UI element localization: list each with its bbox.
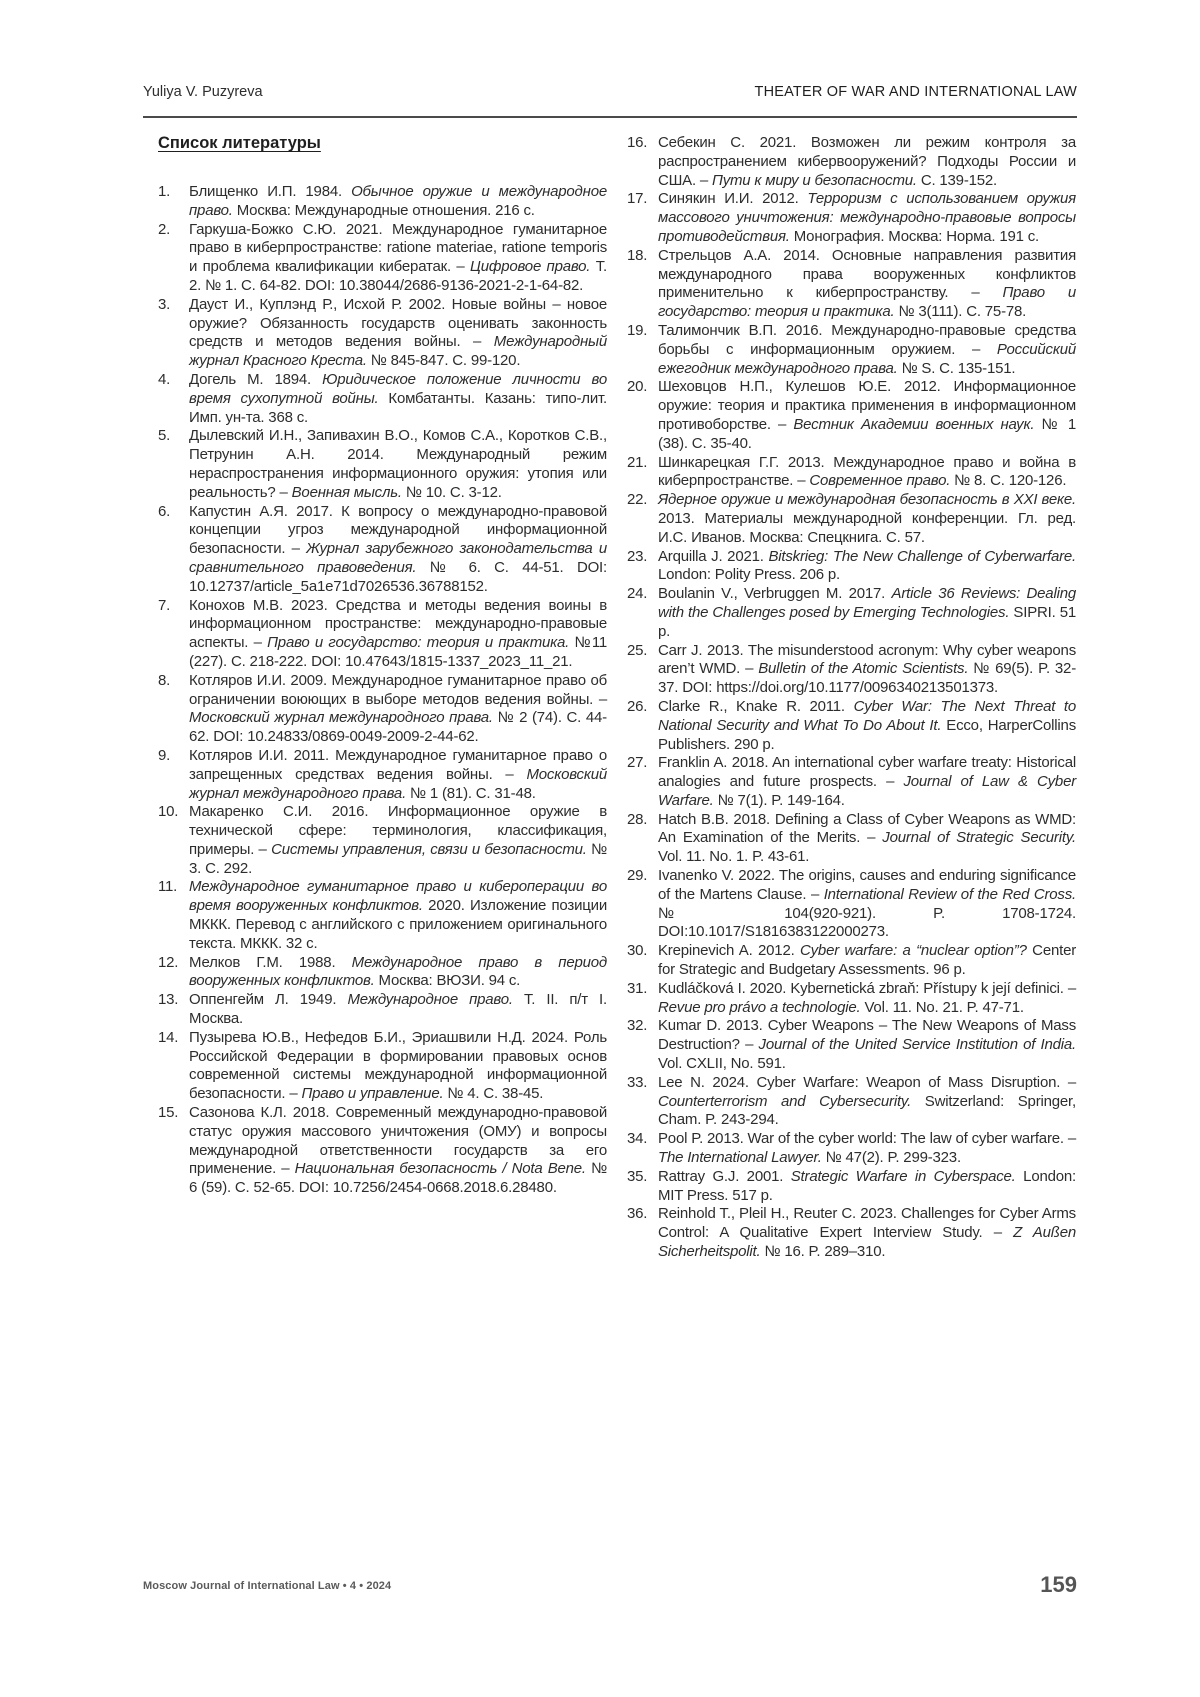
reference-text — [658, 190, 1076, 245]
reference-number: 6. — [158, 502, 171, 520]
reference-number: 17. — [627, 190, 648, 208]
reference-title-italic: Право и управление. — [301, 1085, 444, 1103]
reference-item — [627, 491, 1076, 547]
reference-item — [627, 867, 1076, 942]
reference-number: 20. — [627, 378, 648, 396]
reference-item — [627, 378, 1076, 453]
reference-text-part: Догель М. 1894. — [189, 370, 323, 388]
reference-number: 8. — [158, 671, 171, 689]
reference-text-part: Franklin A. 2018. An international cyber warfare treaty: Historical analogies and future prospects. – — [658, 754, 1076, 791]
reference-number: 3. — [158, 295, 171, 313]
page-number: 159 — [1040, 1572, 1077, 1597]
section-title: Список литературы — [158, 134, 321, 152]
reference-text-part: Switzerland: Springer, Cham. P. 243-294. — [658, 1092, 1076, 1129]
reference-text-part: Pool P. 2013. War of the cyber world: The law of cyber warfare. – — [658, 1130, 1076, 1148]
reference-item — [158, 221, 607, 296]
reference-number: 19. — [627, 321, 648, 339]
reference-title-italic: Обычное оружие и международное право. — [189, 183, 607, 219]
reference-title-italic: Право и государство: теория и практика. — [267, 634, 570, 652]
reference-text-part: № S. С. 135-151. — [897, 359, 1016, 377]
reference-text — [189, 672, 607, 745]
reference-number: 29. — [627, 867, 648, 885]
reference-number: 5. — [158, 427, 171, 445]
reference-text-part: Котляров И.И. 2009. Международное гуманитарное право об ограничении воюющих в выборе методов ведения войны. – — [189, 671, 607, 708]
reference-text — [658, 1130, 1076, 1166]
reference-number: 2. — [158, 220, 171, 238]
reference-text-part: № 1 (81). С. 31-48. — [406, 784, 536, 802]
reference-number: 4. — [158, 370, 171, 388]
reference-item — [158, 503, 607, 597]
reference-text-part: Vol. 11. No. 1. P. 43-61. — [658, 848, 810, 866]
reference-text-part: Kudláčková I. 2020. Kybernetická zbraň: Přístupy k její definici. – — [658, 979, 1076, 997]
reference-number: 12. — [158, 953, 179, 971]
reference-text-part: №11 (227). С. 218-222. DOI: 10.47643/1815-1337_2023_11_21. — [189, 634, 607, 670]
reference-text — [189, 427, 607, 500]
reference-text-part: Vol. 11. No. 21. P. 47-71. — [860, 998, 1024, 1016]
reference-text-part: Clarke R., Knake R. 2011. — [658, 697, 854, 715]
reference-title-italic: Военная мысль. — [291, 483, 402, 501]
reference-number: 16. — [627, 134, 648, 151]
reference-title-italic: Bulletin of the Atomic Scientists. — [758, 660, 969, 678]
reference-number: 11. — [158, 878, 178, 896]
reference-text-part: Center for Strategic and Budgetary Assessments. 96 p. — [658, 942, 1077, 979]
footer-journal-line: Moscow Journal of International Law • 4 • 2024 — [143, 1580, 392, 1592]
reference-title-italic: Article 36 Reviews: Dealing with the Challenges posed by Emerging Technologies. — [658, 585, 1076, 621]
reference-title-italic: Право и государство: теория и практика. — [658, 284, 1076, 321]
reference-title-italic: Международное гуманитарное право и кибероперации во время вооруженных конфликтов. — [189, 878, 607, 915]
reference-text-part: Москва: Международные отношения. 216 с. — [232, 201, 535, 219]
reference-text — [658, 811, 1076, 866]
reference-item — [158, 878, 607, 953]
reference-text — [189, 183, 607, 219]
reference-text — [189, 503, 607, 595]
reference-number: 30. — [627, 942, 648, 960]
reference-title-italic: Журнал зарубежного законодательства и сравнительного правоведения. — [189, 540, 607, 576]
reference-text-part: Конохов М.В. 2023. Средства и методы ведения воины в информационном пространстве: международно-правовые аспекты. – — [189, 596, 607, 652]
reference-text-part: № 16. P. 289–310. — [760, 1243, 886, 1261]
reference-title-italic: Revue pro právo a technologie. — [658, 998, 861, 1016]
reference-text-part: С. 139-152. — [916, 171, 998, 189]
reference-title-italic: Пути к миру и безопасности. — [712, 171, 917, 189]
reference-text-part: Талимончик В.П. 2016. Международно-правовые средства борьбы с информационным оружием. – — [658, 321, 1076, 358]
reference-text — [658, 247, 1076, 320]
reference-title-italic: Cyber War: The Next Threat to National Security and What To Do About It. — [658, 697, 1077, 734]
header-divider — [143, 116, 1077, 118]
reference-text-part: № 8. С. 120-126. — [950, 472, 1067, 490]
reference-text-part: Москва: ВЮЗИ. 94 с. — [374, 972, 521, 990]
reference-text-part: Reinhold T., Pleil H., Reuter C. 2023. Challenges for Cyber Arms Control: A Qualitative Expert Interview Study. – — [658, 1205, 1076, 1242]
reference-item — [158, 672, 607, 747]
reference-title-italic: Bitskrieg: The New Challenge of Cyberwarfare. — [768, 547, 1076, 565]
reference-text — [658, 867, 1076, 940]
reference-text — [658, 491, 1076, 546]
reference-text-part: № 3(111). С. 75-78. — [894, 303, 1027, 321]
reference-number: 9. — [158, 746, 171, 764]
reference-item — [627, 642, 1076, 698]
reference-number: 31. — [627, 979, 648, 997]
reference-text — [658, 642, 1076, 697]
reference-text — [189, 803, 607, 876]
reference-number: 7. — [158, 596, 171, 614]
reference-text-part: Мелков Г.М. 1988. — [189, 953, 352, 971]
reference-text-part: Шинкарецкая Г.Г. 2013. Международное право и война в киберпространстве. – — [658, 453, 1076, 490]
reference-title-italic: Международное право в период вооруженных конфликтов. — [189, 953, 607, 990]
reference-number: 18. — [627, 246, 648, 264]
reference-text-part: № 47(2). P. 299-323. — [821, 1149, 961, 1167]
reference-text — [189, 954, 607, 990]
reference-text-part: Lee N. 2024. Cyber Warfare: Weapon of Mass Disruption. – — [658, 1073, 1076, 1091]
reference-number: 33. — [627, 1073, 648, 1091]
reference-text-part: Гаркуша-Божко С.Ю. 2021. Международное гуманитарное право в киберпространстве: ratione materiae, ratione temporis и проблема квалификации кибератак. – — [189, 220, 607, 276]
reference-text — [658, 378, 1076, 451]
reference-text-part: Комбатанты. Казань: типо-лит. Имп. ун-та. 368 с. — [189, 389, 607, 426]
reference-text — [189, 1029, 607, 1102]
reference-text — [658, 548, 1076, 584]
reference-title-italic: Strategic Warfare in Cyberspace. — [790, 1167, 1016, 1185]
reference-item — [627, 1074, 1076, 1130]
reference-text — [189, 597, 607, 670]
reference-number: 32. — [627, 1017, 648, 1035]
reference-number: 1. — [158, 183, 171, 200]
reference-text — [658, 754, 1076, 809]
reference-text — [658, 698, 1076, 753]
reference-text-part: Rattray G.J. 2001. — [658, 1167, 791, 1185]
reference-item — [627, 1017, 1076, 1073]
reference-text — [658, 454, 1076, 490]
reference-text-part: № 1 (38). С. 35-40. — [658, 415, 1076, 452]
reference-text-part: Макаренко С.И. 2016. Информационное оружие в технической сфере: терминология, классификация, примеры. – — [189, 803, 607, 858]
reference-title-italic: International Review of the Red Cross. — [823, 885, 1076, 903]
reference-text-part: № 6. С. 44-51. DOI: 10.12737/article_5a1e71d7026536.36788152. — [189, 558, 607, 595]
reference-number: 24. — [627, 585, 648, 603]
reference-title-italic: Международное право. — [347, 991, 513, 1009]
reference-number: 14. — [158, 1028, 179, 1046]
reference-number: 26. — [627, 697, 648, 715]
reference-item — [627, 942, 1076, 980]
reference-text-part: Krepinevich A. 2012. — [658, 942, 800, 960]
reference-text-part: Ivanenko V. 2022. The origins, causes and enduring significance of the Martens Clause. – — [658, 867, 1076, 903]
reference-title-italic: Cyber warfare: a “nuclear option”? — [800, 942, 1027, 960]
reference-item — [627, 698, 1076, 754]
reference-text-part: 2020. Изложение позиции МККК. Перевод с английского с приложением оригинального текста. МККК. 32 с. — [189, 897, 608, 952]
reference-title-italic: Journal of Strategic Security. — [882, 829, 1076, 847]
reference-number: 34. — [627, 1130, 648, 1148]
reference-text — [658, 322, 1076, 377]
reference-number: 25. — [627, 641, 648, 659]
reference-text-part: № 6 (59). С. 52-65. DOI: 10.7256/2454-0668.2018.6.28480. — [189, 1160, 607, 1197]
reference-item — [627, 980, 1076, 1018]
reference-item — [158, 371, 607, 427]
reference-item — [627, 190, 1076, 246]
reference-title-italic: Z Außen Sicherheitspolit. — [658, 1224, 1076, 1261]
reference-title-italic: Counterterrorism and Cybersecurity. — [658, 1092, 912, 1110]
reference-text-part: Kumar D. 2013. Cyber Weapons – The New Weapons of Mass Destruction? – — [658, 1017, 1076, 1054]
reference-text — [189, 296, 607, 369]
reference-text — [658, 980, 1076, 1016]
reference-item — [627, 1205, 1076, 1261]
reference-text-part: № 7(1). P. 149-164. — [713, 791, 845, 809]
reference-text-part: № 104(920-921). P. 1708-1724. DOI:10.1017/S1816383122000273. — [658, 904, 1076, 941]
reference-number: 28. — [627, 810, 648, 828]
running-title: THEATER OF WAR AND INTERNATIONAL LAW — [754, 84, 1077, 100]
reference-title-italic: Современное право. — [809, 472, 951, 490]
reference-item — [627, 322, 1076, 378]
reference-text-part: Оппенгейм Л. 1949. — [189, 991, 348, 1009]
reference-text — [658, 1168, 1076, 1204]
reference-title-italic: Journal of the United Service Institution of India. — [758, 1036, 1076, 1054]
reference-text-part: Carr J. 2013. The misunderstood acronym: Why cyber weapons aren’t WMD. – — [658, 641, 1076, 678]
reference-title-italic: Национальная безопасность / Nota Bene. — [294, 1160, 586, 1178]
reference-text-part: № 3. С. 292. — [189, 840, 607, 877]
reference-text — [189, 991, 607, 1027]
reference-text-part: Дылевский И.Н., Запивахин В.О., Комов С.А., Коротков С.В., Петрунин А.Н. 2014. Международный режим нераспространения информационного оружия: утопия или реальность? – — [189, 427, 607, 501]
reference-item — [627, 754, 1076, 810]
reference-text-part: Блищенко И.П. 1984. — [189, 183, 352, 200]
reference-text-part: Котляров И.И. 2011. Международное гуманитарное право о запрещенных средствах ведения войны. – — [189, 746, 607, 783]
reference-text — [189, 747, 607, 802]
reference-item — [158, 597, 607, 672]
reference-item — [627, 134, 1076, 190]
reference-number: 22. — [627, 491, 648, 509]
reference-text — [658, 585, 1076, 640]
reference-title-italic: Journal of Law & Cyber Warfare. — [658, 773, 1077, 809]
reference-title-italic: Терроризм с использованием оружия массового уничтожения: международно-правовые вопросы противодействия. — [658, 190, 1076, 245]
reference-text-part: Ecco, HarperCollins Publishers. 290 p. — [658, 716, 1076, 753]
reference-title-italic: Московский журнал международного права. — [189, 765, 607, 802]
reference-text-part: Шеховцов Н.П., Кулешов Ю.Е. 2012. Информационное оружие: теория и практика применения в информационном противоборстве. – — [658, 378, 1076, 433]
reference-title-italic: Системы управления, связи и безопасности. — [271, 840, 587, 858]
reference-item — [627, 811, 1076, 867]
page-header — [143, 84, 1077, 100]
reference-title-italic: Международный журнал Красного Креста. — [189, 333, 607, 370]
reference-number: 10. — [158, 803, 179, 821]
reference-text — [189, 878, 607, 951]
reference-text-part: Hatch B.B. 2018. Defining a Class of Cyber Weapons as WMD: An Examination of the Merits. – — [658, 810, 1076, 847]
reference-text — [658, 1205, 1076, 1260]
reference-text — [189, 371, 607, 426]
reference-number: 23. — [627, 547, 648, 565]
reference-text-part: № 10. С. 3-12. — [401, 483, 502, 501]
reference-item — [158, 747, 607, 803]
reference-text-part: Arquilla J. 2021. — [658, 547, 769, 565]
reference-text-part: Т. II. п/т I. Москва. — [189, 991, 607, 1028]
reference-text-part: Себекин С. 2021. Возможен ли режим контроля за распространением кибервооружений? Подходы России и США. – — [658, 134, 1076, 189]
reference-text-part: Boulanin V., Verbruggen M. 2017. — [658, 585, 892, 603]
reference-title-italic: Ядерное оружие и международная безопасность в XXI веке. — [658, 491, 1076, 509]
reference-text-part: London: Polity Press. 206 p. — [658, 566, 841, 584]
references-column-left — [158, 134, 607, 1262]
reference-number: 27. — [627, 754, 648, 772]
references-section — [158, 134, 1076, 1262]
author-name: Yuliya V. Puzyreva — [143, 84, 263, 100]
reference-item — [158, 954, 607, 992]
reference-item — [158, 1029, 607, 1104]
reference-text-part: № 4. С. 38-45. — [443, 1085, 544, 1103]
reference-text-part: 2013. Материалы международной конференции. Гл. ред. И.С. Иванов. Москва: Спецкнига. С. 57. — [658, 509, 1076, 546]
reference-title-italic: Вестник Академии военных наук. — [793, 415, 1035, 433]
reference-item — [627, 247, 1076, 322]
reference-text-part: Пузырева Ю.В., Нефедов Б.И., Эриашвили Н.Д. 2024. Роль Российской Федерации в формировании правовых основ современной системы международной информационной безопасности. – — [189, 1028, 607, 1103]
reference-title-italic: Московский журнал международного права. — [189, 709, 493, 727]
reference-number: 36. — [627, 1205, 648, 1223]
reference-item — [158, 1104, 607, 1198]
reference-text-part: Дауст И., Куплэнд Р., Исхой Р. 2002. Новые войны – новое оружие? Обязанность государств оценивать законность средств и методов ведения войны. – — [189, 295, 607, 351]
reference-item — [158, 296, 607, 371]
reference-text-part: Капустин А.Я. 2017. К вопросу о международно-правовой концепции угроз международной информационной безопасности. – — [189, 502, 607, 558]
reference-title-italic: The International Lawyer. — [658, 1149, 822, 1167]
reference-item — [158, 183, 607, 221]
reference-text — [658, 1017, 1076, 1072]
reference-text-part: London: MIT Press. 517 p. — [658, 1167, 1076, 1204]
reference-title-italic: Юридическое положение личности во время сухопутной войны. — [189, 370, 607, 407]
reference-text — [189, 221, 607, 294]
reference-item — [627, 585, 1076, 641]
reference-text-part: Монография. Москва: Норма. 191 с. — [789, 227, 1039, 245]
reference-item — [158, 991, 607, 1029]
reference-item — [158, 803, 607, 878]
reference-item — [627, 1168, 1076, 1206]
reference-number: 15. — [158, 1104, 179, 1122]
reference-text-part: Т. 2. № 1. С. 64-82. DOI: 10.38044/2686-9136-2021-2-1-64-82. — [189, 258, 607, 294]
reference-text — [189, 1104, 607, 1196]
reference-text — [658, 134, 1076, 189]
reference-text-part: № 69(5). P. 32-37. DOI: https://doi.org/10.1177/0096340213501373. — [658, 660, 1076, 697]
reference-text-part: SIPRI. 51 p. — [658, 603, 1076, 640]
reference-text-part: № 845-847. С. 99-120. — [366, 352, 521, 370]
reference-text-part: № 2 (74). С. 44-62. DOI: 10.24833/0869-0049-2009-2-44-62. — [189, 709, 607, 746]
reference-text-part: Сазонова К.Л. 2018. Современный международно-правовой статус оружия массового уничтожения (ОМУ) и вопросы международной ответственности государств за его применение. – — [189, 1104, 607, 1178]
reference-item — [627, 454, 1076, 492]
reference-text-part: Стрельцов А.А. 2014. Основные направления развития международного права вооруженных конфликтов применительно к киберпространству. – — [658, 246, 1076, 302]
reference-text-part: Синякин И.И. 2012. — [658, 190, 808, 208]
references-column-right — [627, 134, 1076, 1262]
reference-title-italic: Цифровое право. — [470, 258, 591, 276]
reference-title-italic: Российский ежегодник международного права. — [658, 340, 1076, 377]
reference-text-part: Vol. CXLII, No. 591. — [658, 1055, 786, 1073]
reference-text — [658, 942, 1076, 978]
reference-item — [627, 1130, 1076, 1168]
reference-number: 13. — [158, 991, 179, 1009]
reference-number: 21. — [627, 453, 648, 471]
reference-text — [658, 1074, 1076, 1129]
reference-item — [158, 427, 607, 502]
reference-number: 35. — [627, 1167, 648, 1185]
reference-item — [627, 548, 1076, 586]
